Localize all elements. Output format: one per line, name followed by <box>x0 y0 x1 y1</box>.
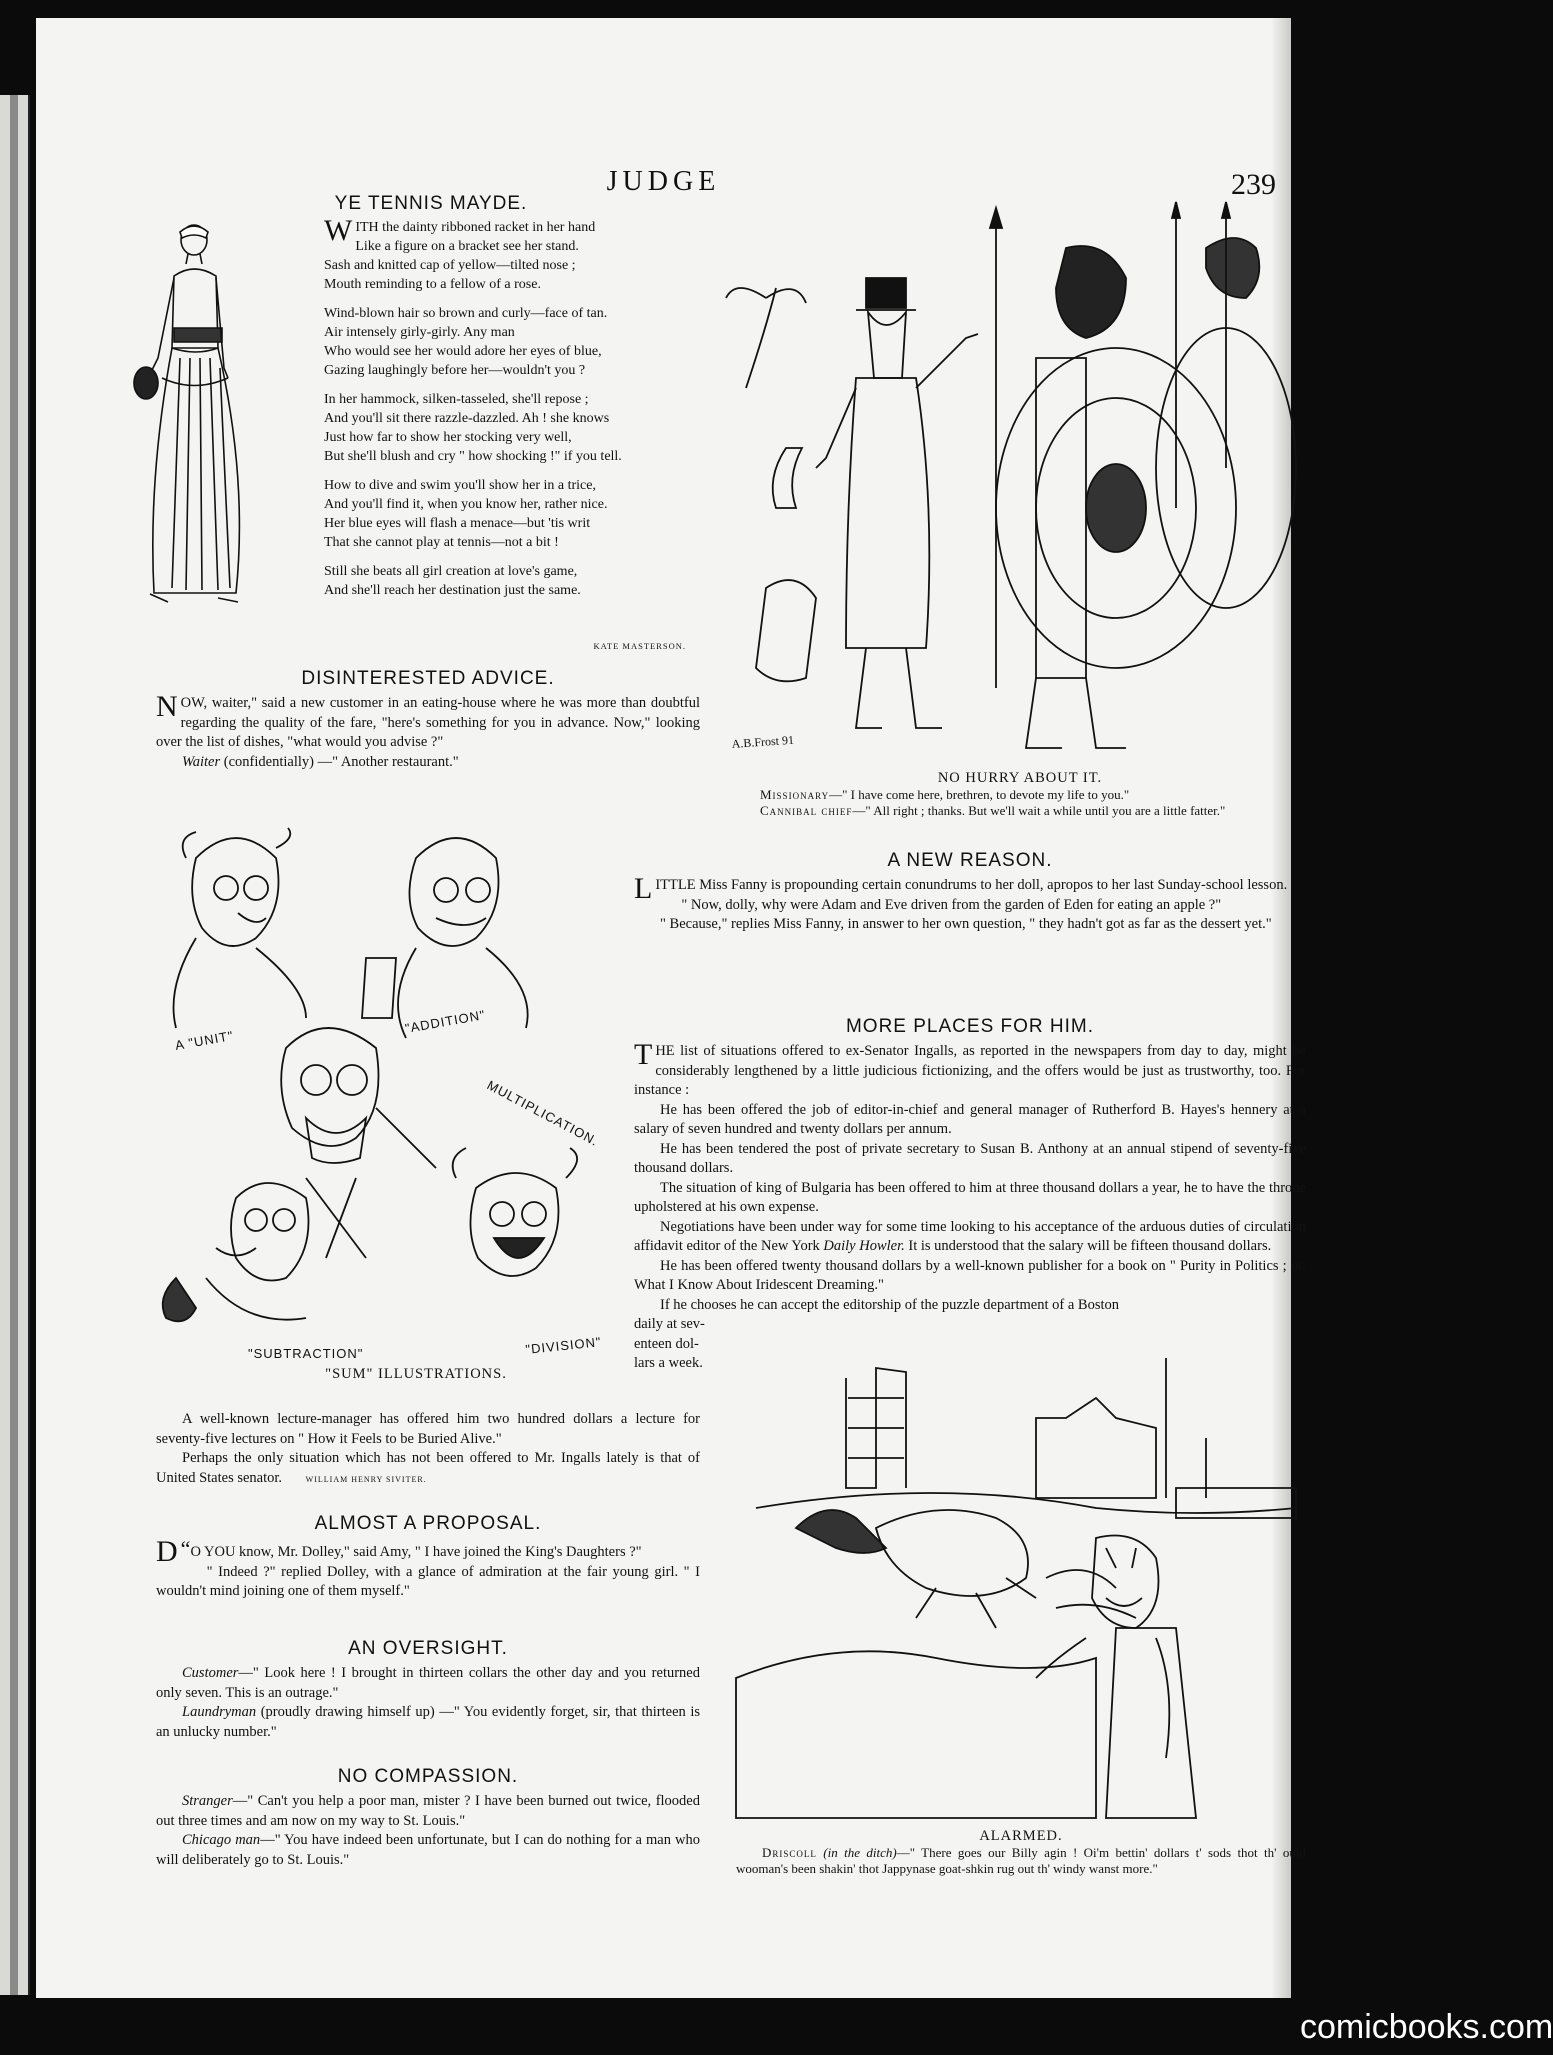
reason-title: A NEW REASON. <box>887 850 1053 871</box>
addition-label: "ADDITION" <box>403 1007 487 1036</box>
poem-line <box>324 323 664 342</box>
poem-line <box>324 237 664 256</box>
poem-line <box>324 428 664 447</box>
oversight-speaker-1: Customer <box>182 1665 239 1681</box>
division-label: "DIVISION" <box>524 1334 603 1357</box>
reason-p2: " Now, dolly, why were Adam and Eve driven from the garden of Eden for eating an apple ?" <box>681 896 1222 913</box>
places-p8: A well-known lecture-manager has offered him two hundred dollars a lecture for seventy-five lectures on " How it Feels to be Buried Alive." <box>156 1411 700 1447</box>
places-p7b: daily at sev- <box>634 1316 705 1332</box>
poem-line-text: That she cannot play at tennis—not a bit ! <box>324 535 559 550</box>
poem-line-text: And she'll reach her destination just the same. <box>324 583 581 598</box>
poem-line-text: ITH the dainty ribboned racket in her hand <box>355 220 596 235</box>
poem-line <box>324 514 664 533</box>
subtraction-face <box>163 1183 309 1321</box>
sum-caption: "SUM" ILLUSTRATIONS. <box>325 1366 507 1382</box>
proposal-p1: O YOU know, Mr. Dolley," said Amy, " I have joined the King's Daughters ?" <box>190 1544 642 1560</box>
poem-line-text: Air intensely girly-girly. Any man <box>324 325 515 340</box>
advice-paragraph: OW, waiter," said a new customer in an eating-house where he was more than doubtful regarding the quality of the fare, "here's something for you in advance. Now," looking over the list of dishes, "what would you advise ?" <box>156 695 700 750</box>
alarmed-caption: ALARMED. <box>979 1828 1063 1844</box>
poem-line <box>324 342 664 361</box>
compassion-title: NO COMPASSION. <box>337 1766 519 1787</box>
reason-drop-cap: L <box>634 872 653 905</box>
poem-line <box>324 562 664 581</box>
places-title: MORE PLACES FOR HIM. <box>845 1016 1095 1037</box>
multiplication-label: MULTIPLICATION. <box>484 1077 602 1150</box>
cannibal-speaker: Cannibal chief <box>760 803 853 818</box>
places-author: WILLIAM HENRY SIVITER. <box>305 1474 427 1484</box>
poem-line-text: Just how far to show her stocking very well, <box>324 430 572 445</box>
advice-drop-cap: N <box>156 690 178 723</box>
missionary-caption-block <box>734 770 1306 819</box>
places-p3: He has been tendered the post of private secretary to Susan B. Anthony at an annual stipend of seventy-five thousand dollars. <box>634 1140 1306 1176</box>
missionary-caption: NO HURRY ABOUT IT. <box>937 770 1103 786</box>
poem-line-text: Who would see her would adore her eyes of blue, <box>324 344 602 359</box>
poem-line-text: Mouth reminding to a fellow of a rose. <box>324 277 541 292</box>
alarmed-speaker: Driscoll <box>762 1845 817 1860</box>
masthead: JUDGE <box>606 166 721 197</box>
alarmed-illustration <box>736 1358 1306 1818</box>
compassion-line-1: —" Can't you help a poor man, mister ? I have been burned out twice, flooded out three times and am now on my way to St. Louis." <box>156 1793 700 1829</box>
advice-section <box>156 668 700 772</box>
places-drop-cap: T <box>634 1038 653 1071</box>
poem-line-text: In her hammock, silken-tasseled, she'll repose ; <box>324 392 589 407</box>
reason-p3: " Because," replies Miss Fanny, in answer to her own question, " they hadn't got as far as the dessert yet." <box>660 916 1272 932</box>
tennis-maid-illustration <box>128 218 268 608</box>
advice-speaker: Waiter <box>182 753 221 770</box>
poem-line <box>324 581 664 600</box>
stanza-break <box>324 552 664 562</box>
missionary-line: —" I have come here, brethren, to devote my life to you." <box>829 787 1130 802</box>
proposal-p2: " Indeed ?" replied Dolley, with a glance of admiration at the fair young girl. " I wouldn't mind joining one of them myself." <box>156 1563 700 1599</box>
poem-line <box>324 390 664 409</box>
poem-line <box>324 256 664 275</box>
subtraction-label: "SUBTRACTION" <box>248 1346 364 1361</box>
tennis-poem <box>324 214 664 600</box>
oversight-speaker-2: Laundryman <box>182 1704 257 1720</box>
oversight-section <box>156 1638 700 1742</box>
advice-title: DISINTERESTED ADVICE. <box>301 668 555 689</box>
places-p4: The situation of king of Bulgaria has been offered to him at three thousand dollars a year, he to have the throne upholstered at his own expense. <box>634 1179 1306 1215</box>
compassion-speaker-2: Chicago man <box>182 1832 261 1848</box>
tennis-section <box>246 193 616 215</box>
places-continued <box>156 1410 700 1489</box>
places-p7d: lars a week. <box>634 1355 703 1371</box>
places-section <box>634 1016 1306 1374</box>
poem-line <box>324 409 664 428</box>
places-p5-em: Daily Howler. <box>823 1238 905 1254</box>
places-p5a: Negotiations have been under way for some time looking to his acceptance of the arduous duties of circulation affidavit editor of the New York <box>634 1218 1306 1254</box>
poem-line-text: And you'll find it, when you know her, rather nice. <box>324 497 608 512</box>
missionary-cannibal-illustration <box>706 208 1306 768</box>
advice-reply: (confidentially) —" Another restaurant." <box>223 753 459 770</box>
magazine-page <box>36 18 1307 1998</box>
poem-line-text: Like a figure on a bracket see her stand. <box>355 239 579 254</box>
page-number: 239 <box>1231 168 1276 201</box>
multiplication-face <box>281 1028 436 1258</box>
reason-section <box>634 850 1306 935</box>
addition-face <box>362 838 528 1038</box>
missionary-speaker: Missionary <box>760 787 830 802</box>
poem-line-text: But she'll blush and cry " how shocking !" if you tell. <box>324 449 622 464</box>
oversight-title: AN OVERSIGHT. <box>348 1638 508 1659</box>
poem-line-text: Sash and knitted cap of yellow—tilted nose ; <box>324 258 576 273</box>
proposal-section: ALMOST A PROPOSAL. “ D O YOU know, Mr. Dolley," said Amy, " I have joined the King's Daughters ?" " Indeed ?" replied Dolley, with a glance of admiration at the fair young girl. " I wouldn't mind joining one of them myself." <box>156 1513 700 1602</box>
tennis-drop-cap: W <box>324 214 353 247</box>
book-gutter <box>10 95 18 1995</box>
stanza-break <box>324 294 664 304</box>
unit-label: A "UNIT" <box>173 1027 235 1053</box>
compassion-section <box>156 1766 700 1870</box>
poem-line-text: Gazing laughingly before her—wouldn't you ? <box>324 363 586 378</box>
oversight-line-1: —" Look here ! I brought in thirteen collars the other day and you returned only seven. This is an outrage." <box>156 1665 700 1701</box>
proposal-title: ALMOST A PROPOSAL. <box>314 1513 542 1534</box>
stanza-break <box>324 380 664 390</box>
poem-line <box>324 361 664 380</box>
compassion-speaker-1: Stranger <box>182 1793 233 1809</box>
poem-line <box>324 495 664 514</box>
poem-line <box>324 476 664 495</box>
poem-line <box>324 275 664 294</box>
poem-line <box>324 533 664 552</box>
oversight-line-2: (proudly drawing himself up) —" You evidently forget, sir, that thirteen is an unlucky number." <box>156 1704 701 1740</box>
reason-p1: ITTLE Miss Fanny is propounding certain conundrums to her doll, apropos to her last Sunday-school lesson. <box>655 877 1288 893</box>
alarmed-speaker-note: (in the ditch) <box>823 1845 897 1860</box>
poem-line-text: Still she beats all girl creation at love's game, <box>324 564 578 579</box>
places-p1: HE list of situations offered to ex-Senator Ingalls, as reported in the newspapers from day to day, might be considerably lengthened by a little judicious fictionizing, and the offers would be just as trustworthy, too. For instance : <box>634 1043 1306 1098</box>
poem-line-text: Her blue eyes will flash a menace—but 'tis writ <box>324 516 591 531</box>
places-p9: Perhaps the only situation which has not been offered to Mr. Ingalls lately is that of United States senator. <box>156 1450 700 1486</box>
comicbooks-watermark: comicbooks.com <box>1300 2008 1553 2046</box>
poem-line-text: Wind-blown hair so brown and curly—face of tan. <box>324 306 608 321</box>
places-p7c: enteen dol- <box>634 1335 699 1352</box>
alarmed-caption-block <box>736 1828 1306 1877</box>
places-p6: He has been offered twenty thousand dollars by a well-known publisher for a book on " Purity in Politics ; or, What I Know About Iridescent Dreaming." <box>634 1257 1306 1293</box>
poem-line <box>324 447 664 466</box>
cannibal-line: —" All right ; thanks. But we'll wait a while until you are a little fatter." <box>852 803 1226 818</box>
places-p2: He has been offered the job of editor-in-chief and general manager of Rutherford B. Hayes's hennery at a salary of seven hundred and twenty dollars per annum. <box>634 1101 1306 1137</box>
tennis-author: KATE MASTERSON. <box>593 641 686 651</box>
places-p5b: It is understood that the salary will be fifteen thousand dollars. <box>908 1238 1272 1254</box>
poem-line-text: How to dive and swim you'll show her in a trice, <box>324 478 596 493</box>
stanza-break <box>324 466 664 476</box>
artist-signature: A.B.Frost 91 <box>731 732 795 751</box>
proposal-drop-cap: D <box>156 1535 178 1568</box>
alarmed-text: —" There goes our Billy agin ! Oi'm bettin' dollars t' sods thot th' ould wooman's been shakin' thot Jappynase goat-shkin rug out th' windy wanst more." <box>736 1845 1307 1876</box>
places-p7a: If he chooses he can accept the editorship of the puzzle department of a Boston <box>660 1296 1119 1313</box>
unit-face <box>174 828 307 1028</box>
tennis-title: YE TENNIS MAYDE. <box>334 193 528 214</box>
poem-line-text: And you'll sit there razzle-dazzled. Ah ! she knows <box>324 411 610 426</box>
poem-line <box>324 304 664 323</box>
sum-illustrations-cartoon <box>156 818 666 1361</box>
compassion-line-2: —" You have indeed been unfortunate, but I can do nothing for a man who will deliberately go to St. Louis." <box>156 1832 700 1868</box>
division-face <box>453 1148 577 1276</box>
